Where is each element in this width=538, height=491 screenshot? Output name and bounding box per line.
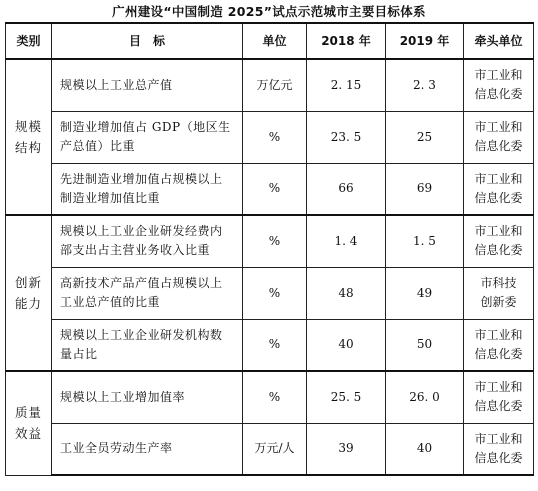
unit-cell: % xyxy=(243,371,307,423)
header-2019: 2019 年 xyxy=(386,23,464,59)
indicator-cell: 规模以上工业增加值率 xyxy=(52,371,243,423)
table-row xyxy=(6,319,534,371)
value-2018-cell: 25. 5 xyxy=(307,371,386,423)
lead-unit-line: 信息化委 xyxy=(474,87,523,102)
category-cell xyxy=(6,59,52,215)
lead-unit-line: 信息化委 xyxy=(474,139,523,153)
lead-unit-line: 市工业和 xyxy=(474,68,523,83)
lead-unit-line: 信息化委 xyxy=(474,346,523,361)
table-row xyxy=(6,371,534,423)
indicator-cell: 制造业增加值占 GDP（地区生产总值）比重 xyxy=(52,111,243,163)
unit-cell: % xyxy=(243,111,307,163)
lead-unit-line: 信息化委 xyxy=(474,399,523,414)
table-row xyxy=(6,59,534,111)
lead-unit-cell xyxy=(464,319,534,371)
value-2019-cell: 2. 3 xyxy=(386,59,464,111)
category-label: 规模 xyxy=(14,119,42,134)
header-indicator: 目 标 xyxy=(52,23,243,59)
value-2018-cell: 39 xyxy=(307,423,386,475)
value-2019-cell: 40 xyxy=(386,423,464,475)
lead-unit-line: 市工业和 xyxy=(474,224,523,239)
category-label: 能力 xyxy=(14,296,42,311)
target-table xyxy=(5,22,534,476)
value-2018-cell: 23. 5 xyxy=(307,111,386,163)
indicator-cell: 规模以上工业总产值 xyxy=(52,59,243,111)
lead-unit-cell xyxy=(464,423,534,475)
value-2018-cell: 2. 15 xyxy=(307,59,386,111)
category-label: 创新 xyxy=(14,275,42,290)
lead-unit-line: 信息化委 xyxy=(474,190,523,205)
lead-unit-line: 信息化委 xyxy=(474,243,523,258)
header-lead: 牵头单位 xyxy=(464,23,534,59)
lead-unit-line: 市工业和 xyxy=(474,431,523,446)
lead-unit-cell xyxy=(464,163,534,215)
lead-unit-line: 市工业和 xyxy=(474,120,523,134)
table-row xyxy=(6,267,534,319)
lead-unit-line: 市科技 xyxy=(480,276,517,290)
value-2019-cell: 26. 0 xyxy=(386,371,464,423)
unit-cell: 万元/人 xyxy=(243,423,307,475)
value-2019-cell: 69 xyxy=(386,163,464,215)
lead-unit-cell xyxy=(464,59,534,111)
category-label: 质量 xyxy=(14,405,42,421)
table-body xyxy=(6,59,534,475)
lead-unit-cell xyxy=(464,215,534,267)
lead-unit-cell xyxy=(464,267,534,319)
lead-unit-line: 市工业和 xyxy=(474,380,523,395)
header-category: 类别 xyxy=(6,23,52,59)
lead-unit-cell xyxy=(464,371,534,423)
table-row xyxy=(6,215,534,267)
indicator-cell: 高新技术产品产值占规模以上工业总产值的比重 xyxy=(52,267,243,319)
value-2018-cell: 48 xyxy=(307,267,386,319)
unit-cell: % xyxy=(243,163,307,215)
table-row xyxy=(6,163,534,215)
value-2019-cell: 49 xyxy=(386,267,464,319)
indicator-cell: 规模以上工业企业研发机构数量占比 xyxy=(52,319,243,371)
value-2018-cell: 40 xyxy=(307,319,386,371)
table-row xyxy=(6,111,534,163)
value-2019-cell: 1. 5 xyxy=(386,215,464,267)
lead-unit-line: 市工业和 xyxy=(474,171,523,186)
value-2019-cell: 50 xyxy=(386,319,464,371)
value-2018-cell: 1. 4 xyxy=(307,215,386,267)
lead-unit-line: 市工业和 xyxy=(474,327,523,342)
lead-unit-cell xyxy=(464,111,534,163)
table-row xyxy=(6,423,534,475)
category-cell xyxy=(6,371,52,475)
header-row xyxy=(6,23,534,59)
unit-cell: % xyxy=(243,267,307,319)
indicator-cell: 规模以上工业企业研发经费内部支出占主营业务收入比重 xyxy=(52,215,243,267)
value-2018-cell: 66 xyxy=(307,163,386,215)
lead-unit-line: 信息化委 xyxy=(474,450,523,465)
value-2019-cell: 25 xyxy=(386,111,464,163)
table-title: 广州建设“中国制造 2025”试点示范城市主要目标体系 xyxy=(112,4,426,19)
unit-cell: 万亿元 xyxy=(243,59,307,111)
unit-cell: % xyxy=(243,319,307,371)
header-unit: 单位 xyxy=(243,23,307,59)
unit-cell: % xyxy=(243,215,307,267)
category-label: 结构 xyxy=(14,140,42,155)
category-label: 效益 xyxy=(14,426,42,442)
header-2018: 2018 年 xyxy=(307,23,386,59)
indicator-cell: 先进制造业增加值占规模以上制造业增加值比重 xyxy=(52,163,243,215)
indicator-cell: 工业全员劳动生产率 xyxy=(52,423,243,475)
category-cell xyxy=(6,215,52,371)
lead-unit-line: 创新委 xyxy=(480,295,517,309)
